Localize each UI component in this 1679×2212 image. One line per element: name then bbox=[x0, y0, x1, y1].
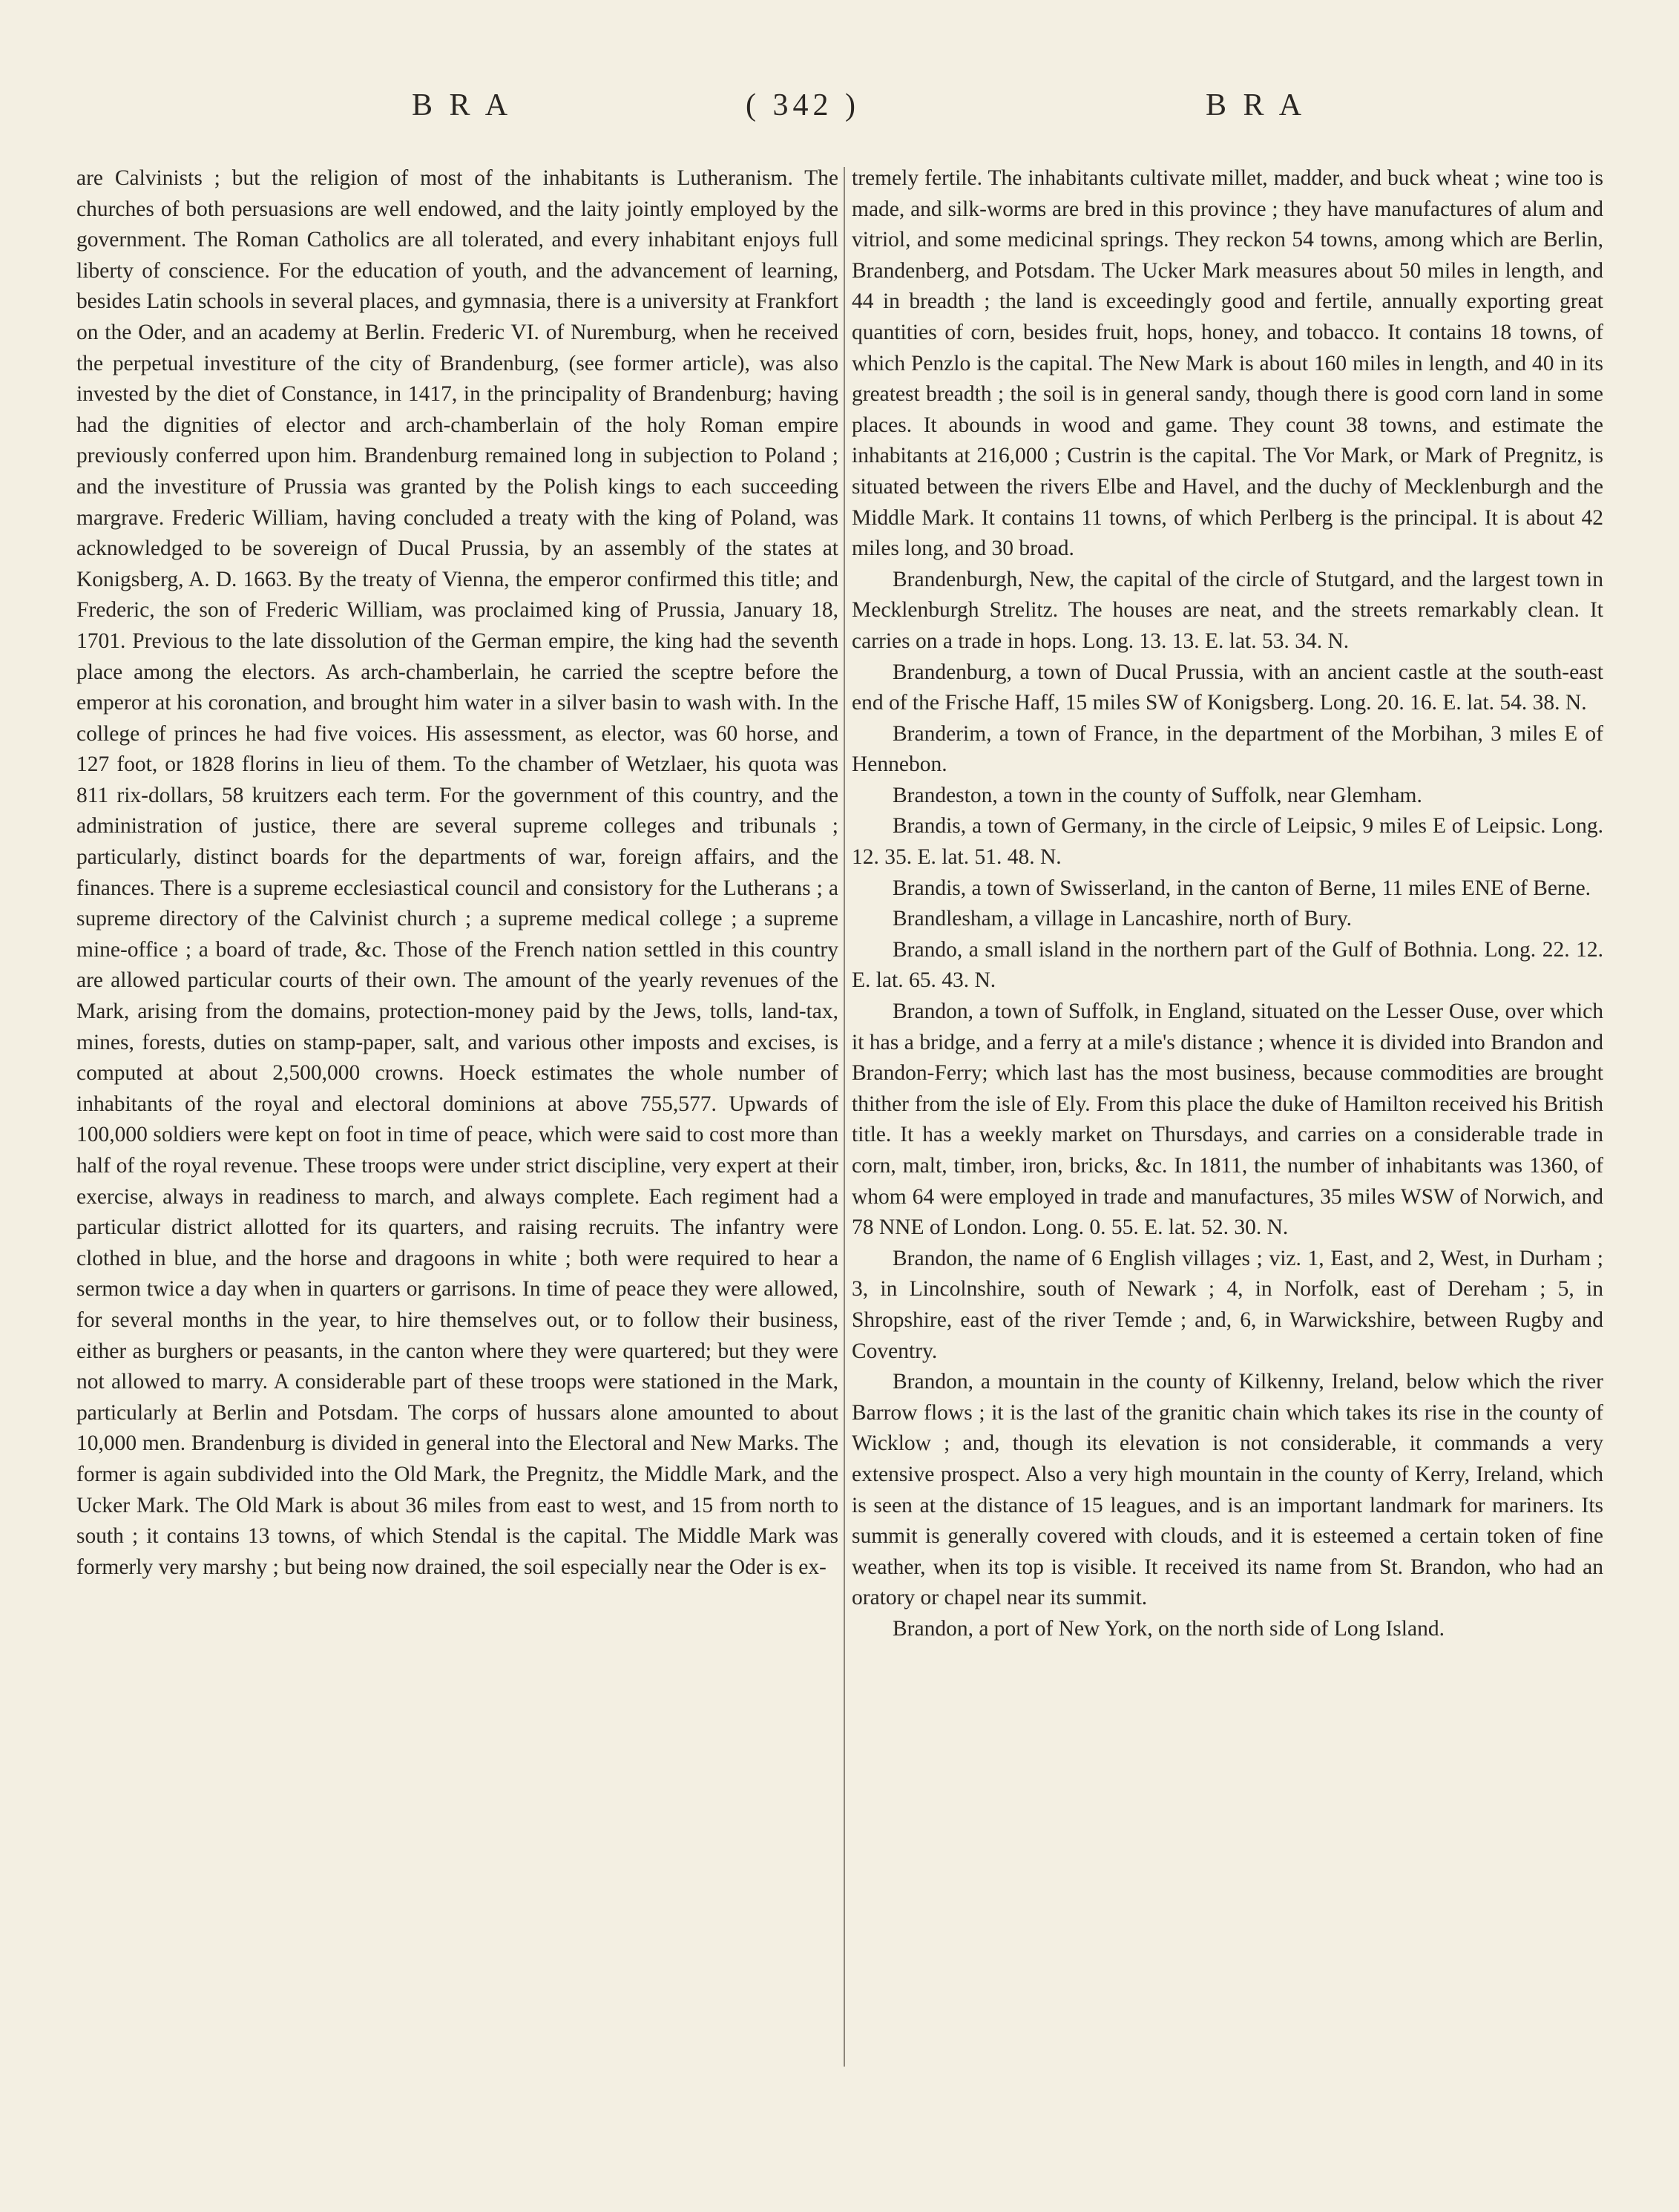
running-head-left: B R A bbox=[412, 88, 513, 122]
gazetteer-entry: Brandon, a mountain in the county of Kilkenny, Ireland, below which the river Barrow flows ; it is the last of the granitic chain which takes its rise in the county of Wicklow ; and, though its elevation is not considerable, it commands a very extensive prospect. Also a very high mountain in the county of Kerry, Ireland, which is seen at the distance of 15 leagues, and is an important landmark for mariners. Its summit is generally covered with clouds, and it is esteemed a certain token of fine weather, when its top is visible. It received its name from St. Brandon, who had an oratory or chapel near its summit. bbox=[852, 1370, 1603, 1610]
gazetteer-entry: Brandis, a town of Germany, in the circle of Leipsic, 9 miles E of Leipsic. Long. 12. 35. E. lat. 51. 48. N. bbox=[852, 814, 1603, 870]
paragraph: tremely fertile. The inhabitants cultivate millet, madder, and buck wheat ; wine too is made, and silk-worms are bred in this province ; they have manufactures of alum and vitriol, and some medicinal springs. They reckon 54 towns, among which are Berlin, Brandenberg, and Potsdam. The Ucker Mark measures about 50 miles in length, and 44 in breadth ; the land is exceedingly good and fertile, annually exporting great quantities of corn, besides fruit, hops, honey, and tobacco. It contains 18 towns, of which Penzlo is the capital. The New Mark is about 160 miles in length, and 40 in its greatest breadth ; the soil is in general sandy, though there is good corn land in some places. It abounds in wood and game. They count 38 towns, and estimate the inhabitants at 216,000 ; Custrin is the capital. The Vor Mark, or Mark of Pregnitz, is situated between the rivers Elbe and Havel, and the duchy of Mecklenburgh and the Middle Mark. It contains 11 towns, of which Perlberg is the principal. It is about 42 miles long, and 30 broad. bbox=[852, 166, 1603, 561]
running-head-right: B R A bbox=[1206, 88, 1307, 122]
gazetteer-entry: Brandenburgh, New, the capital of the circle of Stutgard, and the largest town in Mecklenburgh Strelitz. The houses are neat, and the streets remarkably clean. It carries on a trade in hops. Long. 13. 13. E. lat. 53. 34. N. bbox=[852, 567, 1603, 653]
gazetteer-entry: Brandenburg, a town of Ducal Prussia, with an ancient castle at the south-east end of the Frische Haff, 15 miles SW of Konigsberg. Long. 20. 16. E. lat. 54. 38. N. bbox=[852, 660, 1603, 715]
gazetteer-entry: Brandis, a town of Swisserland, in the canton of Berne, 11 miles ENE of Berne. bbox=[893, 876, 1591, 900]
gazetteer-entry: Brandon, a town of Suffolk, in England, situated on the Lesser Ouse, over which it has a bridge, and a ferry at a mile's distance ; whence it is divided into Brandon and Brandon-Ferry; which last has the most business, because commodities are brought thither from the isle of Ely. From this place the duke of Hamilton received his British title. It has a weekly market on Thursdays, and carries on a considerable trade in corn, malt, timber, iron, bricks, &c. In 1811, the number of inhabitants was 1360, of whom 64 were employed in trade and manufactures, 35 miles WSW of Norwich, and 78 NNE of London. Long. 0. 55. E. lat. 52. 30. N. bbox=[852, 1000, 1603, 1240]
left-column bbox=[76, 163, 838, 1583]
right-column bbox=[852, 163, 1603, 1645]
page-number: ( 342 ) bbox=[746, 88, 860, 122]
gazetteer-entry: Brando, a small island in the northern part of the Gulf of Bothnia. Long. 22. 12. E. lat. 65. 43. N. bbox=[852, 937, 1603, 993]
gazetteer-entry: Brandon, a port of New York, on the north side of Long Island. bbox=[893, 1616, 1445, 1641]
page-header bbox=[111, 88, 1565, 140]
gazetteer-entry: Brandeston, a town in the county of Suffolk, near Glemham. bbox=[893, 783, 1422, 807]
gazetteer-entry: Branderim, a town of France, in the department of the Morbihan, 3 miles E of Hennebon. bbox=[852, 721, 1603, 777]
column-divider bbox=[844, 167, 845, 2067]
gazetteer-entry: Brandlesham, a village in Lancashire, north of Bury. bbox=[893, 907, 1353, 931]
gazetteer-entry: Brandon, the name of 6 English villages ; viz. 1, East, and 2, West, in Durham ; 3, in Lincolnshire, south of Newark ; 4, in Norfolk, east of Dereham ; 5, in Shropshire, east of the river Temde ; and, 6, in Warwickshire, between Rugby and Coventry. bbox=[852, 1246, 1603, 1363]
paragraph: are Calvinists ; but the religion of most of the inhabitants is Lutheranism. The churches of both persuasions are well endowed, and the laity jointly employed by the government. The Roman Catholics are all tolerated, and every inhabitant enjoys full liberty of conscience. For the education of youth, and the advancement of learning, besides Latin schools in several places, and gymnasia, there is a university at Frankfort on the Oder, and an academy at Berlin. Frederic VI. of Nuremburg, when he received the perpetual investiture of the city of Brandenburg, (see former article), was also invested by the diet of Constance, in 1417, in the principality of Brandenburg; having had the dignities of elector and arch-chamberlain of the holy Roman empire previously conferred upon him. Brandenburg remained long in subjection to Poland ; and the investiture of Prussia was granted by the Polish kings to each succeeding margrave. Frederic William, having concluded a treaty with the king of Poland, was acknowledged to be sovereign of Ducal Prussia, by an assembly of the states at Konigsberg, A. D. 1663. By the treaty of Vienna, the emperor confirmed this title; and Frederic, the son of Frederic William, was proclaimed king of Prussia, January 18, 1701. Previous to the late dissolution of the German empire, the king had the seventh place among the electors. As arch-chamberlain, he carried the sceptre before the emperor at his coronation, and brought him water in a silver basin to wash with. In the college of princes he had five voices. His assessment, as elector, was 60 horse, and 127 foot, or 1828 florins in lieu of them. To the chamber of Wetzlaer, his quota was 811 rix-dollars, 58 kruitzers each term. For the government of this country, and the administration of justice, there are several supreme colleges and tribunals ; particularly, distinct boards for the departments of war, foreign affairs, and the finances. There is a supreme ecclesiastical council and consistory for the Lutherans ; a supreme directory of the Calvinist church ; a supreme medical college ; a supreme mine-office ; a board of trade, &c. Those of the French nation settled in this country are allowed particular courts of their own. The amount of the yearly revenues of the Mark, arising from the domains, protection-money paid by the Jews, tolls, land-tax, mines, forests, duties on stamp-paper, salt, and various other imposts and excises, is computed at about 2,500,000 crowns. Hoeck estimates the whole number of inhabitants of the royal and electoral dominions at above 755,577. Upwards of 100,000 soldiers were kept on foot in time of peace, which were said to cost more than half of the royal revenue. These troops were under strict discipline, very expert at their exercise, always in readiness to march, and always complete. Each regiment had a particular district allotted for its quarters, and raising recruits. The infantry were clothed in blue, and the horse and dragoons in white ; both were required to hear a sermon twice a day when in quarters or garrisons. In time of peace they were allowed, for several months in the year, to hire themselves out, or to follow their business, either as burghers or peasants, in the canton where they were quartered; but they were not allowed to marry. A considerable part of these troops were stationed in the Mark, particularly at Berlin and Potsdam. The corps of hussars alone amounted to about 10,000 men. Brandenburg is divided in general into the Electoral and New Marks. The former is again subdivided into the Old Mark, the Pregnitz, the Middle Mark, and the Ucker Mark. The Old Mark is about 36 miles from east to west, and 15 from north to south ; it contains 13 towns, of which Stendal is the capital. The Middle Mark was formerly very marshy ; but being now drained, the soil especially near the Oder is ex- bbox=[76, 166, 838, 1579]
